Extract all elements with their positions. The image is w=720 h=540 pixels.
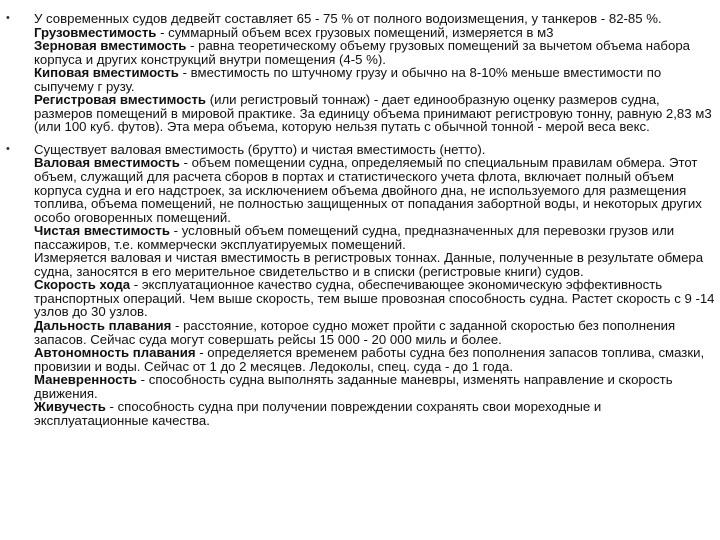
term: Скорость хода	[34, 277, 131, 293]
paragraph	[34, 346, 716, 373]
paragraph	[34, 251, 716, 278]
term: Маневренность	[34, 372, 137, 388]
paragraph-text: - способность судна выполнять заданные маневры, изменять направление и скорость движения.	[34, 372, 673, 401]
bullet-dot-icon: •	[6, 12, 10, 24]
paragraph-text: Измеряется валовая и чистая вместимость в регистровых тоннах. Данные, полученные в результате обмера судна, заносятся в его мерительное свидетельство и в списки (регистровые книги) судов.	[34, 250, 704, 279]
paragraph-text: - расстояние, которое судно может пройти с заданной скоростью без пополнения запасов. Сейчас суда могут совершать рейсы 15 000 - 20 000 миль и более.	[34, 318, 676, 347]
paragraph	[34, 224, 716, 251]
bullet-item-1	[0, 12, 716, 134]
paragraph-text: (или регистровый тоннаж) - дает единообразную оценку размеров судна, размеров помещений в мировой практике. За единицу объема принимают регистровую тонну, равную 2,83 м3 (или 100 куб. футов). Эта мера объема, которую нельзя путать с обычной тонной - мерой веса векс.	[34, 92, 712, 135]
bullet-dot-icon: •	[6, 142, 10, 155]
term: Грузовместимость	[34, 24, 157, 40]
paragraph	[34, 278, 716, 319]
paragraph	[34, 143, 716, 157]
paragraph-text: - вместимость по штучному грузу и обычно на 8-10% меньше вместимости по сыпучему г рузу.	[34, 65, 662, 94]
paragraph	[34, 373, 716, 400]
term: Регистровая вместимость	[34, 92, 207, 108]
bullet-list	[0, 12, 716, 427]
paragraph-text: - условный объем помещений судна, предназначенных для перевозки грузов или пассажиров, т.е. коммерчески эксплуатируемых помещений.	[34, 223, 675, 252]
paragraph-text: У современных судов дедвейт составляет 65 - 75 % от полного водоизмещения, у танкеров - 82-85 %.	[34, 11, 662, 26]
paragraph-text: - объем помещении судна, определяемый по специальным правилам обмера. Этот объем, служащий для расчета сборов в портах и статистического учета флота, включает полный объем корпуса судна и его надстроек, за исключением объема двойного дна, не используемого для размещения топлива, объема помещений, не полностью защищенных от попадания забортной воды, и некоторых других особо оговоренных помещений.	[34, 155, 702, 225]
paragraph	[34, 26, 716, 40]
paragraph-text: - определяется временем работы судна без пополнения запасов топлива, смазки, провизии и воды. Сейчас от 1 до 2 месяцев. Ледоколы, спец. суда - до 1 года.	[34, 345, 705, 374]
paragraph-text: - суммарный объем всех грузовых помещений, измеряется в м3	[156, 24, 554, 40]
paragraph-text: - равна теоретическому объему грузовых помещений за вычетом объема набора корпуса и других конструкций внутри помещения (4-5 %).	[34, 38, 690, 67]
term: Валовая вместимость	[34, 155, 180, 171]
paragraph	[34, 12, 716, 26]
paragraph	[34, 66, 716, 93]
term: Чистая вместимость	[34, 223, 170, 239]
term: Живучесть	[34, 399, 106, 415]
paragraph	[34, 39, 716, 66]
paragraph-text: Существует валовая вместимость (брутто) и чистая вместимость (нетто).	[34, 141, 486, 157]
paragraph	[34, 319, 716, 346]
term: Зерновая вместимость	[34, 38, 187, 54]
bullet-item-2	[0, 143, 716, 427]
paragraph	[34, 156, 716, 224]
term: Киповая вместимость	[34, 65, 179, 81]
term: Дальность плавания	[34, 318, 172, 334]
paragraph	[34, 400, 716, 427]
paragraph-text: - эксплуатационное качество судна, обеспечивающее экономическую эффективность транспортных операций. Чем выше скорость, тем выше провозная способность судна. Растет скорость с 9 -14 узлов до 30 узлов.	[34, 277, 715, 320]
paragraph	[34, 93, 716, 134]
term: Автономность плавания	[34, 345, 196, 361]
paragraph-text: - способность судна при получении повреждении сохранять свои мореходные и эксплуатационные качества.	[34, 399, 602, 428]
